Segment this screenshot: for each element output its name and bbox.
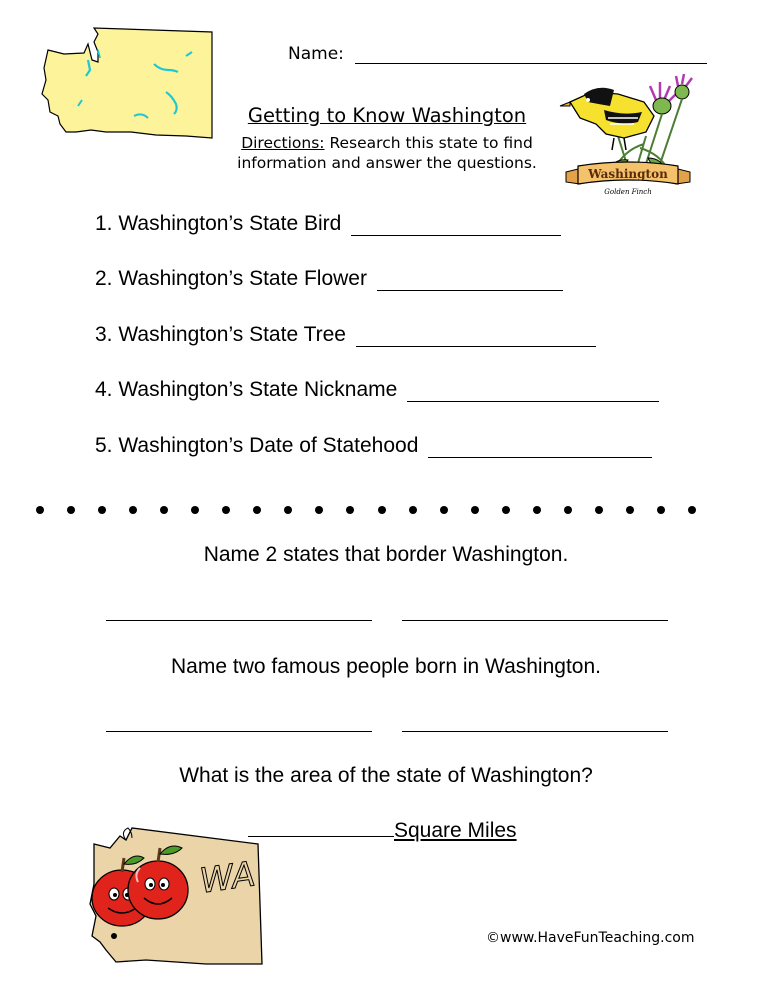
name-field[interactable] (288, 44, 707, 64)
name-line[interactable] (355, 63, 707, 64)
page-title: Getting to Know Washington (247, 104, 527, 127)
border-state-line-2[interactable] (402, 620, 668, 621)
border-state-line-1[interactable] (106, 620, 372, 621)
answer-line[interactable] (356, 346, 596, 347)
answer-line[interactable] (377, 290, 563, 291)
question-text: 4. Washington’s State Nickname (95, 378, 398, 401)
directions-text: Research this state to find information and answer the questions. (237, 134, 537, 172)
area-unit: Square Miles (394, 819, 517, 842)
area-prompt: What is the area of the state of Washington? (179, 764, 593, 787)
question-text: 2. Washington’s State Flower (95, 267, 367, 290)
area-answer[interactable] (248, 819, 517, 843)
question-1 (95, 212, 561, 236)
question-text: 3. Washington’s State Tree (95, 323, 346, 346)
question-3 (95, 323, 596, 347)
copyright-text: ©www.HaveFunTeaching.com (486, 930, 695, 946)
name-label: Name: (288, 44, 344, 64)
directions (212, 133, 562, 173)
famous-person-line-1[interactable] (106, 731, 372, 732)
badge-banner-text: Washington (588, 167, 668, 181)
badge-caption: Golden Finch (604, 188, 652, 196)
area-line[interactable] (248, 835, 394, 837)
state-bird-badge (558, 72, 698, 212)
dotted-divider (36, 506, 696, 514)
answer-line[interactable] (407, 401, 659, 402)
apples-icon (86, 824, 266, 974)
directions-label: Directions: (241, 134, 325, 152)
question-text: 1. Washington’s State Bird (95, 212, 342, 235)
question-2 (95, 267, 563, 291)
answer-line[interactable] (428, 457, 652, 458)
question-5 (95, 434, 652, 458)
question-text: 5. Washington’s Date of Statehood (95, 434, 419, 457)
washington-map-icon (36, 20, 216, 142)
wa-apples-clipart (86, 824, 266, 974)
question-4 (95, 378, 659, 402)
wa-label: WA (197, 854, 258, 902)
famous-people-prompt: Name two famous people born in Washington. (171, 655, 601, 678)
famous-person-line-2[interactable] (402, 731, 668, 732)
answer-line[interactable] (351, 235, 561, 236)
border-states-prompt: Name 2 states that border Washington. (203, 543, 569, 566)
